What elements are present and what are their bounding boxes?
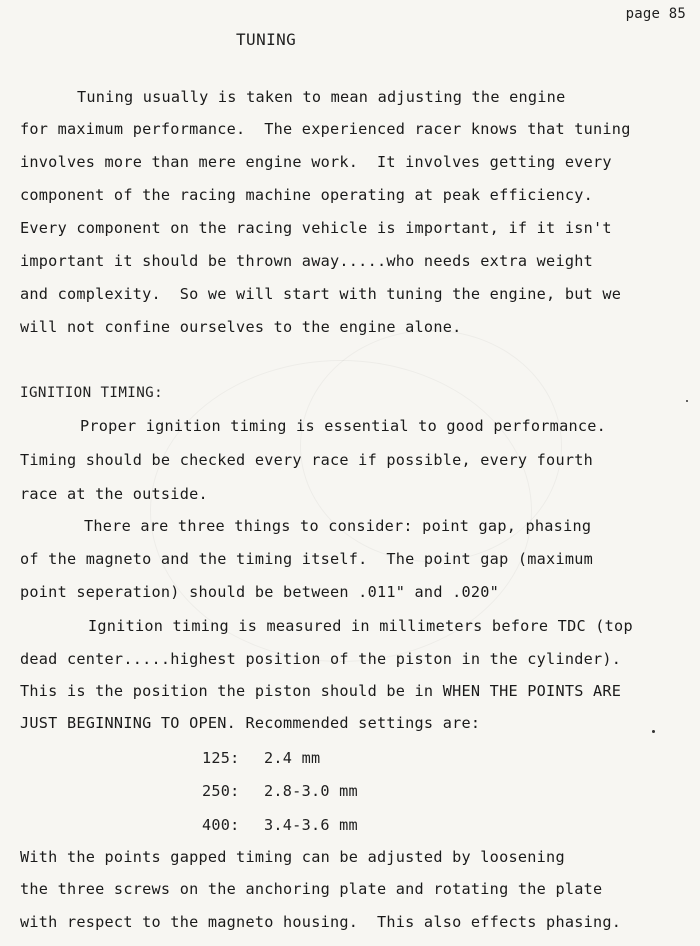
- scan-speck: [686, 400, 688, 402]
- section-line: JUST BEGINNING TO OPEN. Recommended settings are:: [20, 714, 481, 732]
- setting-value: 3.4-3.6 mm: [264, 816, 358, 834]
- scan-speck: [652, 730, 655, 733]
- section-line: of the magneto and the timing itself. The point gap (maximum: [20, 550, 594, 568]
- closing-line: With the points gapped timing can be adjusted by loosening: [20, 848, 565, 866]
- closing-line: with respect to the magneto housing. This also effects phasing.: [20, 913, 622, 931]
- setting-cc: 250:: [202, 782, 240, 800]
- intro-line: will not confine ourselves to the engine alone.: [20, 318, 462, 336]
- section-line: Ignition timing is measured in millimeters before TDC (top: [88, 617, 633, 635]
- intro-line: component of the racing machine operating at peak efficiency.: [20, 186, 594, 204]
- setting-value: 2.8-3.0 mm: [264, 782, 358, 800]
- section-line: point seperation) should be between .011" and .020": [20, 583, 500, 601]
- intro-line: important it should be thrown away.....who needs extra weight: [20, 252, 594, 270]
- page-number: page 85: [625, 6, 686, 22]
- intro-line: Tuning usually is taken to mean adjusting the engine: [77, 88, 566, 106]
- setting-cc: 400:: [202, 816, 240, 834]
- section-line: Timing should be checked every race if possible, every fourth: [20, 451, 594, 469]
- setting-value: 2.4 mm: [264, 749, 321, 767]
- page-title: TUNING: [236, 30, 297, 49]
- section-line: This is the position the piston should be in WHEN THE POINTS ARE: [20, 682, 622, 700]
- section-heading: IGNITION TIMING:: [20, 385, 164, 401]
- section-line: dead center.....highest position of the piston in the cylinder).: [20, 650, 622, 668]
- setting-cc: 125:: [202, 749, 240, 767]
- closing-line: the three screws on the anchoring plate and rotating the plate: [20, 880, 603, 898]
- section-line: Proper ignition timing is essential to good performance.: [80, 417, 607, 435]
- intro-line: Every component on the racing vehicle is important, if it isn't: [20, 219, 612, 237]
- section-line: race at the outside.: [20, 485, 208, 503]
- intro-line: for maximum performance. The experienced racer knows that tuning: [20, 120, 631, 138]
- section-line: There are three things to consider: point gap, phasing: [84, 517, 592, 535]
- intro-line: involves more than mere engine work. It involves getting every: [20, 153, 612, 171]
- intro-line: and complexity. So we will start with tuning the engine, but we: [20, 285, 622, 303]
